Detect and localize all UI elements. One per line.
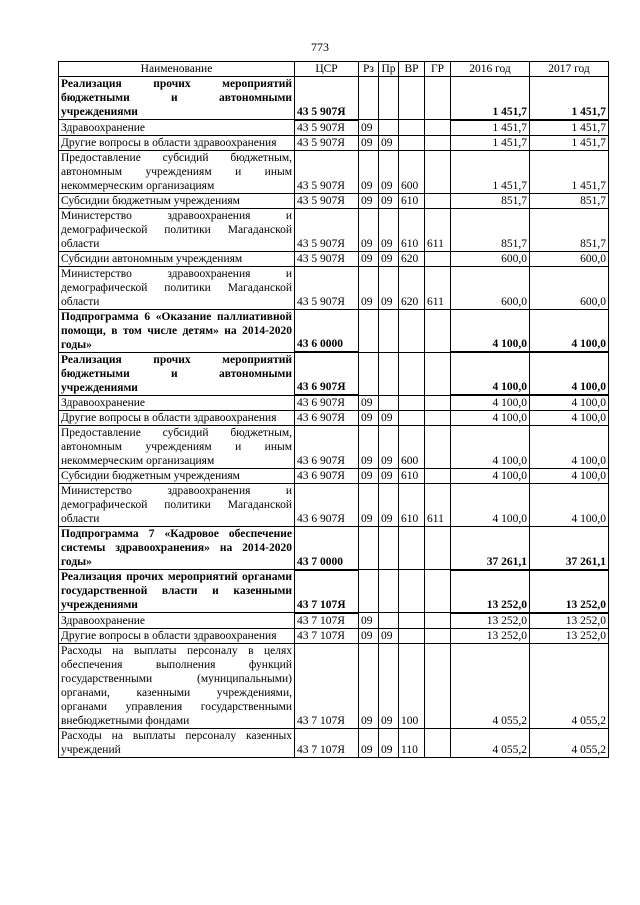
- row-pr: [379, 120, 399, 136]
- table-row: [59, 643, 609, 728]
- row-rz: 09: [359, 469, 379, 484]
- row-name: Подпрограмма 6 «Оказание паллиативной помощи, в том числе детям» на 2014-2020 годы»: [59, 309, 295, 352]
- row-2017: 4 055,2: [530, 728, 609, 757]
- header-csr: ЦСР: [295, 62, 359, 77]
- header-vr: ВР: [399, 62, 425, 77]
- row-vr: [399, 570, 425, 613]
- row-gr: [425, 628, 451, 643]
- row-name: Министерство здравоохранения и демографической политики Магаданской области: [59, 484, 295, 527]
- row-csr: 43 5 907Я: [295, 251, 359, 266]
- row-pr: 09: [379, 728, 399, 757]
- table-row: [59, 613, 609, 629]
- row-gr: [425, 150, 451, 193]
- header-pr: Пр: [379, 62, 399, 77]
- row-pr: 09: [379, 193, 399, 208]
- table-row: [59, 527, 609, 570]
- row-rz: [359, 309, 379, 352]
- row-vr: [399, 352, 425, 395]
- row-rz: [359, 77, 379, 120]
- header-2017: 2017 год: [530, 62, 609, 77]
- row-pr: [379, 570, 399, 613]
- row-rz: 09: [359, 120, 379, 136]
- row-2016: 1 451,7: [451, 135, 530, 150]
- row-2017: 37 261,1: [530, 527, 609, 570]
- row-csr: 43 5 907Я: [295, 135, 359, 150]
- row-vr: [399, 77, 425, 120]
- row-rz: 09: [359, 193, 379, 208]
- row-pr: [379, 527, 399, 570]
- row-name: Министерство здравоохранения и демографической политики Магаданской области: [59, 208, 295, 251]
- row-csr: 43 7 107Я: [295, 628, 359, 643]
- row-name: Предоставление субсидий бюджетным, автономным учреждениям и иным некоммерческим организациям: [59, 426, 295, 469]
- row-pr: [379, 613, 399, 629]
- row-rz: 09: [359, 643, 379, 728]
- row-2016: 4 100,0: [451, 469, 530, 484]
- row-name: Здравоохранение: [59, 613, 295, 629]
- row-pr: [379, 309, 399, 352]
- row-2017: 4 055,2: [530, 643, 609, 728]
- table-row: [59, 77, 609, 120]
- row-csr: 43 5 907Я: [295, 77, 359, 120]
- row-2016: 4 100,0: [451, 426, 530, 469]
- row-2017: 4 100,0: [530, 469, 609, 484]
- row-vr: 600: [399, 150, 425, 193]
- row-2017: 13 252,0: [530, 570, 609, 613]
- table-row: [59, 728, 609, 757]
- row-vr: [399, 135, 425, 150]
- row-2016: 4 100,0: [451, 484, 530, 527]
- header-rz: Рз: [359, 62, 379, 77]
- row-2017: 1 451,7: [530, 150, 609, 193]
- row-2016: 13 252,0: [451, 570, 530, 613]
- row-vr: 610: [399, 208, 425, 251]
- row-2016: 1 451,7: [451, 77, 530, 120]
- row-gr: [425, 135, 451, 150]
- row-2017: 13 252,0: [530, 613, 609, 629]
- row-pr: 09: [379, 266, 399, 309]
- row-2017: 600,0: [530, 266, 609, 309]
- row-rz: 09: [359, 135, 379, 150]
- row-rz: 09: [359, 628, 379, 643]
- table-row: [59, 395, 609, 411]
- row-rz: 09: [359, 150, 379, 193]
- row-name: Реализация прочих мероприятий бюджетными и автономными учреждениями: [59, 352, 295, 395]
- row-2016: 1 451,7: [451, 150, 530, 193]
- row-2016: 13 252,0: [451, 628, 530, 643]
- row-name: Субсидии бюджетным учреждениям: [59, 469, 295, 484]
- row-name: Другие вопросы в области здравоохранения: [59, 411, 295, 426]
- row-name: Расходы на выплаты персоналу в целях обеспечения выполнения функций государственными (муниципальными) органами, казенными учреждениями, органами управления государственными внебюджетными фондами: [59, 643, 295, 728]
- row-2016: 600,0: [451, 251, 530, 266]
- row-pr: 09: [379, 135, 399, 150]
- header-2016: 2016 год: [451, 62, 530, 77]
- row-2017: 13 252,0: [530, 628, 609, 643]
- table-row: [59, 484, 609, 527]
- row-vr: [399, 628, 425, 643]
- row-pr: 09: [379, 411, 399, 426]
- row-pr: [379, 395, 399, 411]
- row-2017: 1 451,7: [530, 77, 609, 120]
- row-vr: 620: [399, 251, 425, 266]
- row-csr: 43 7 107Я: [295, 570, 359, 613]
- table-row: [59, 135, 609, 150]
- row-2017: 4 100,0: [530, 411, 609, 426]
- row-2016: 4 100,0: [451, 395, 530, 411]
- row-2017: 4 100,0: [530, 426, 609, 469]
- row-gr: [425, 728, 451, 757]
- row-csr: 43 6 907Я: [295, 469, 359, 484]
- row-rz: 09: [359, 208, 379, 251]
- row-csr: 43 5 907Я: [295, 150, 359, 193]
- table-header-row: [59, 62, 609, 77]
- row-csr: 43 7 107Я: [295, 728, 359, 757]
- row-2017: 1 451,7: [530, 120, 609, 136]
- row-csr: 43 5 907Я: [295, 193, 359, 208]
- row-csr: 43 7 107Я: [295, 643, 359, 728]
- row-vr: 610: [399, 469, 425, 484]
- row-2016: 4 100,0: [451, 411, 530, 426]
- row-csr: 43 6 0000: [295, 309, 359, 352]
- row-vr: [399, 527, 425, 570]
- row-vr: [399, 411, 425, 426]
- row-vr: 620: [399, 266, 425, 309]
- row-2016: 851,7: [451, 193, 530, 208]
- row-gr: [425, 527, 451, 570]
- table-row: [59, 469, 609, 484]
- row-csr: 43 6 907Я: [295, 395, 359, 411]
- row-name: Предоставление субсидий бюджетным, автономным учреждениям и иным некоммерческим организациям: [59, 150, 295, 193]
- row-vr: [399, 395, 425, 411]
- row-vr: 610: [399, 484, 425, 527]
- row-csr: 43 7 107Я: [295, 613, 359, 629]
- header-name: Наименование: [59, 62, 295, 77]
- row-name: Подпрограмма 7 «Кадровое обеспечение системы здравоохранения» на 2014-2020 годы»: [59, 527, 295, 570]
- row-gr: 611: [425, 208, 451, 251]
- row-2016: 4 100,0: [451, 352, 530, 395]
- row-gr: [425, 570, 451, 613]
- row-rz: 09: [359, 411, 379, 426]
- row-csr: 43 6 907Я: [295, 426, 359, 469]
- row-vr: 600: [399, 426, 425, 469]
- row-gr: [425, 193, 451, 208]
- table-row: [59, 208, 609, 251]
- row-gr: [425, 643, 451, 728]
- row-gr: [425, 120, 451, 136]
- table-row: [59, 309, 609, 352]
- row-vr: 100: [399, 643, 425, 728]
- row-2016: 13 252,0: [451, 613, 530, 629]
- row-gr: 611: [425, 266, 451, 309]
- row-name: Реализация прочих мероприятий бюджетными и автономными учреждениями: [59, 77, 295, 120]
- row-gr: [425, 395, 451, 411]
- row-pr: 09: [379, 426, 399, 469]
- row-2017: 4 100,0: [530, 484, 609, 527]
- row-rz: 09: [359, 395, 379, 411]
- table-row: [59, 570, 609, 613]
- row-2016: 37 261,1: [451, 527, 530, 570]
- row-vr: 110: [399, 728, 425, 757]
- row-2017: 1 451,7: [530, 135, 609, 150]
- page-number: 773: [311, 40, 329, 54]
- table-row: [59, 426, 609, 469]
- row-gr: [425, 352, 451, 395]
- row-rz: 09: [359, 613, 379, 629]
- row-pr: 09: [379, 643, 399, 728]
- row-gr: [425, 411, 451, 426]
- table-row: [59, 628, 609, 643]
- table-row: [59, 266, 609, 309]
- budget-table: [58, 61, 609, 758]
- row-rz: 09: [359, 266, 379, 309]
- row-rz: [359, 570, 379, 613]
- row-pr: [379, 352, 399, 395]
- row-name: Субсидии автономным учреждениям: [59, 251, 295, 266]
- row-2017: 851,7: [530, 208, 609, 251]
- row-vr: [399, 120, 425, 136]
- row-rz: 09: [359, 426, 379, 469]
- row-pr: [379, 77, 399, 120]
- row-name: Другие вопросы в области здравоохранения: [59, 135, 295, 150]
- row-2016: 1 451,7: [451, 120, 530, 136]
- table-row: [59, 251, 609, 266]
- row-name: Здравоохранение: [59, 395, 295, 411]
- row-pr: 09: [379, 208, 399, 251]
- row-gr: [425, 77, 451, 120]
- row-2016: 4 055,2: [451, 728, 530, 757]
- row-2016: 4 055,2: [451, 643, 530, 728]
- row-vr: [399, 613, 425, 629]
- row-csr: 43 5 907Я: [295, 266, 359, 309]
- row-pr: 09: [379, 251, 399, 266]
- row-2016: 851,7: [451, 208, 530, 251]
- row-2016: 4 100,0: [451, 309, 530, 352]
- table-row: [59, 352, 609, 395]
- row-rz: 09: [359, 251, 379, 266]
- row-gr: [425, 469, 451, 484]
- header-gr: ГР: [425, 62, 451, 77]
- row-csr: 43 6 907Я: [295, 411, 359, 426]
- row-gr: [425, 613, 451, 629]
- row-2016: 600,0: [451, 266, 530, 309]
- row-rz: [359, 352, 379, 395]
- row-name: Реализация прочих мероприятий органами государственной власти и казенными учреждениями: [59, 570, 295, 613]
- row-name: Расходы на выплаты персоналу казенных учреждений: [59, 728, 295, 757]
- row-csr: 43 5 907Я: [295, 208, 359, 251]
- row-2017: 851,7: [530, 193, 609, 208]
- row-name: Субсидии бюджетным учреждениям: [59, 193, 295, 208]
- table-row: [59, 411, 609, 426]
- row-gr: [425, 309, 451, 352]
- row-vr: 610: [399, 193, 425, 208]
- row-gr: 611: [425, 484, 451, 527]
- row-gr: [425, 251, 451, 266]
- row-pr: 09: [379, 150, 399, 193]
- row-2017: 4 100,0: [530, 395, 609, 411]
- row-csr: 43 6 907Я: [295, 484, 359, 527]
- row-vr: [399, 309, 425, 352]
- row-rz: [359, 527, 379, 570]
- row-2017: 600,0: [530, 251, 609, 266]
- table-row: [59, 120, 609, 136]
- row-pr: 09: [379, 628, 399, 643]
- row-2017: 4 100,0: [530, 309, 609, 352]
- row-2017: 4 100,0: [530, 352, 609, 395]
- row-csr: 43 6 907Я: [295, 352, 359, 395]
- row-name: Здравоохранение: [59, 120, 295, 136]
- row-rz: 09: [359, 728, 379, 757]
- row-pr: 09: [379, 484, 399, 527]
- table-body: [59, 77, 609, 758]
- row-csr: 43 7 0000: [295, 527, 359, 570]
- row-pr: 09: [379, 469, 399, 484]
- row-name: Министерство здравоохранения и демографической политики Магаданской области: [59, 266, 295, 309]
- row-rz: 09: [359, 484, 379, 527]
- row-csr: 43 5 907Я: [295, 120, 359, 136]
- table-row: [59, 150, 609, 193]
- row-gr: [425, 426, 451, 469]
- table-row: [59, 193, 609, 208]
- row-name: Другие вопросы в области здравоохранения: [59, 628, 295, 643]
